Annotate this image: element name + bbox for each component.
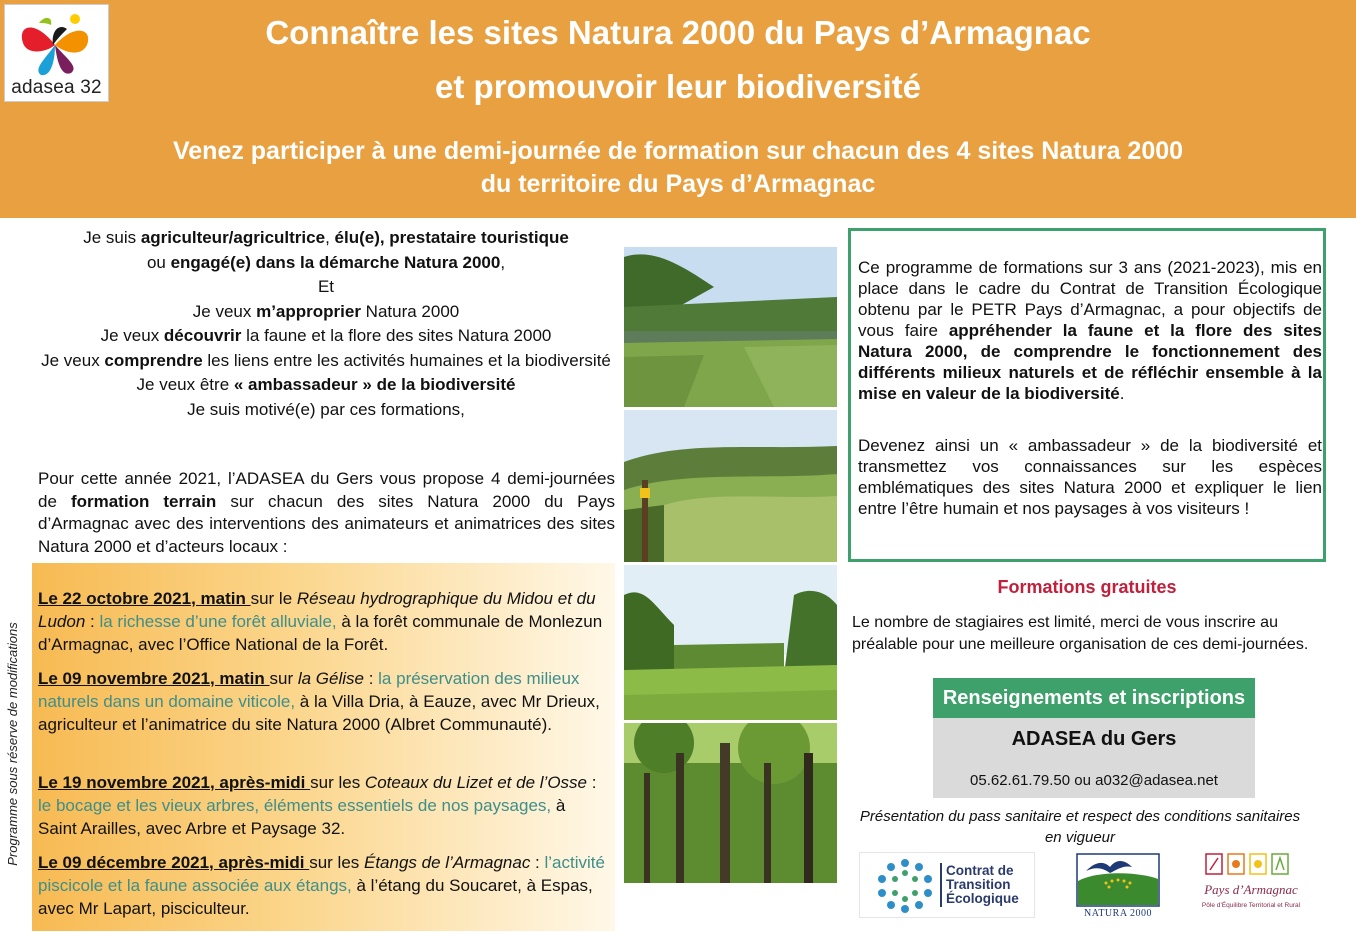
free-training-title: Formations gratuites (997, 577, 1177, 597)
session-site: la Gélise (297, 669, 364, 688)
pays-armagnac-logo (1196, 852, 1306, 918)
session-date: Le 09 novembre 2021, matin (38, 669, 270, 688)
session-item: Le 09 novembre 2021, matin sur la Gélise : la préservation des milieux naturels dans un domaine viticole, à la Villa Dria, à Eauze, avec Mr Drieux, agriculteur et l’animatrice du site Natura 2000 (Albret Communauté). (38, 669, 600, 734)
session-site: Étangs de l’Armagnac (364, 853, 531, 872)
intro-line: ou engagé(e) dans la démarche Natura 2000, (146, 252, 506, 272)
program-paragraph: Pour cette année 2021, l’ADASEA du Gers vous propose 4 demi-journées de formation terrain sur chacun des sites Natura 2000 du Pays d’Armagnac avec des interventions des animateurs et animatrices des sites Natura 2000 et d’acteurs locaux : (38, 469, 615, 556)
session-item: Le 19 novembre 2021, après-midi sur les Coteaux du Lizet et de l’Osse : le bocage et les vieux arbres, éléments essentiels de nos paysages, à Saint Arailles, avec Arbre et Paysage 32. (38, 773, 597, 838)
contact-name: ADASEA du Gers (1011, 728, 1177, 750)
session-site: Réseau hydrographique du Midou et du Ludon (38, 589, 596, 631)
session-date: Le 09 décembre 2021, après-midi (38, 853, 310, 872)
session-date: Le 22 octobre 2021, matin (38, 589, 251, 608)
session-theme: l’activité piscicole et la faune associée aux étangs, (38, 853, 605, 895)
intro-line: Et (317, 277, 335, 296)
page-subtitle (60, 135, 1296, 201)
contact-heading: Renseignements et inscriptions (933, 678, 1255, 718)
natura-bird-icon (1076, 853, 1160, 907)
natura-label: NATURA 2000 (1083, 908, 1152, 919)
intro-block (36, 226, 616, 422)
info-paragraph-1: Ce programme de formations sur 3 ans (2021-2023), mis en place dans le cadre du Contrat de Transition Écologique obtenu par le PETR Pays d’Armagnac, a pour objectifs de vous faire appréhender la faune et la flore des sites Natura 2000, de comprendre le fonctionnement des différents milieux naturels et de réfléchir ensemble à la mise en valeur de la biodiversité. (858, 258, 1322, 403)
intro-line: Je veux m’approprier Natura 2000 (192, 301, 460, 321)
armagnac-name: Pays d’Armagnac (1204, 882, 1298, 897)
title-line-1: Connaître les sites Natura 2000 du Pays d’Armagnac (265, 14, 1091, 51)
sessions-panel (32, 563, 615, 931)
photo-forest (624, 723, 837, 883)
session-item: Le 09 décembre 2021, après-midi sur les Étangs de l’Armagnac : l’activité piscicole et la faune associée aux étangs, à l’étang du Soucaret, à Espas, avec Mr Lapart, pisciculteur. (38, 853, 605, 918)
natura-2000-logo (1076, 853, 1160, 919)
armagnac-subtitle: Pôle d’Équilibre Territorial et Rural (1201, 902, 1301, 909)
subtitle-line-1: Venez participer à une demi-journée de formation sur chacun des 4 sites Natura 2000 (172, 137, 1184, 165)
session-site: Coteaux du Lizet et de l’Osse (364, 773, 587, 792)
intro-line: Je suis motivé(e) par ces formations, (187, 399, 465, 419)
photo-meadow (624, 565, 837, 720)
contact-card (933, 718, 1255, 798)
contact-info[interactable]: 05.62.61.79.50 ou a032@adasea.net (970, 772, 1218, 789)
armagnac-icons (1196, 852, 1306, 880)
logo-text: adasea 32 (11, 77, 102, 98)
butterfly-icon (15, 11, 97, 77)
session-date: Le 19 novembre 2021, après-midi (38, 773, 311, 792)
intro-line: Je veux comprendre les liens entre les activités humaines et la biodiversité (41, 350, 611, 370)
vertical-disclaimer: Programme sous réserve de modifications (5, 622, 20, 866)
adasea-logo (4, 4, 109, 102)
cte-label: Contrat de Transition Écologique (946, 863, 1019, 906)
photo-hills (624, 410, 837, 562)
session-theme: la richesse d’une forêt alluviale, (99, 612, 337, 631)
session-theme: la préservation des milieux naturels dans un domaine viticole, (38, 669, 580, 711)
intro-line: Je veux découvrir la faune et la flore des sites Natura 2000 (100, 326, 552, 345)
cte-logo (859, 852, 1035, 918)
program-info-box (848, 228, 1326, 562)
title-line-2: et promouvoir leur biodiversité (435, 68, 921, 105)
page-title (120, 6, 1236, 114)
intro-line: Je suis agriculteur/agricultrice, élu(e), prestataire touristique (83, 228, 569, 247)
limit-notice: Le nombre de stagiaires est limité, merci de vous inscrire au préalable pour une meilleure organisation de ces demi-journées. (852, 614, 1309, 653)
header-banner (0, 0, 1356, 218)
cte-ring-icon (870, 855, 940, 915)
sanitary-pass-note: Présentation du pass sanitaire et respect des conditions sanitaires en vigueur (859, 808, 1301, 846)
intro-line: Je veux être « ambassadeur » de la biodiversité (136, 375, 516, 394)
session-theme: le bocage et les vieux arbres, éléments essentiels de nos paysages, (38, 796, 552, 815)
session-item: Le 22 octobre 2021, matin sur le Réseau hydrographique du Midou et du Ludon : la richesse d’une forêt alluviale, à la forêt communale de Monlezun d’Armagnac, avec l’Office National de la Forêt. (38, 589, 603, 654)
photo-lake-landscape (624, 247, 837, 407)
subtitle-line-2: du territoire du Pays d’Armagnac (480, 170, 876, 198)
info-paragraph-2: Devenez ainsi un « ambassadeur » de la biodiversité et transmettez vos connaissances sur les espèces emblématiques des sites Natura 2000 et expliquer le lien entre l’être humain et nos paysages à vos visiteurs ! (858, 436, 1322, 518)
